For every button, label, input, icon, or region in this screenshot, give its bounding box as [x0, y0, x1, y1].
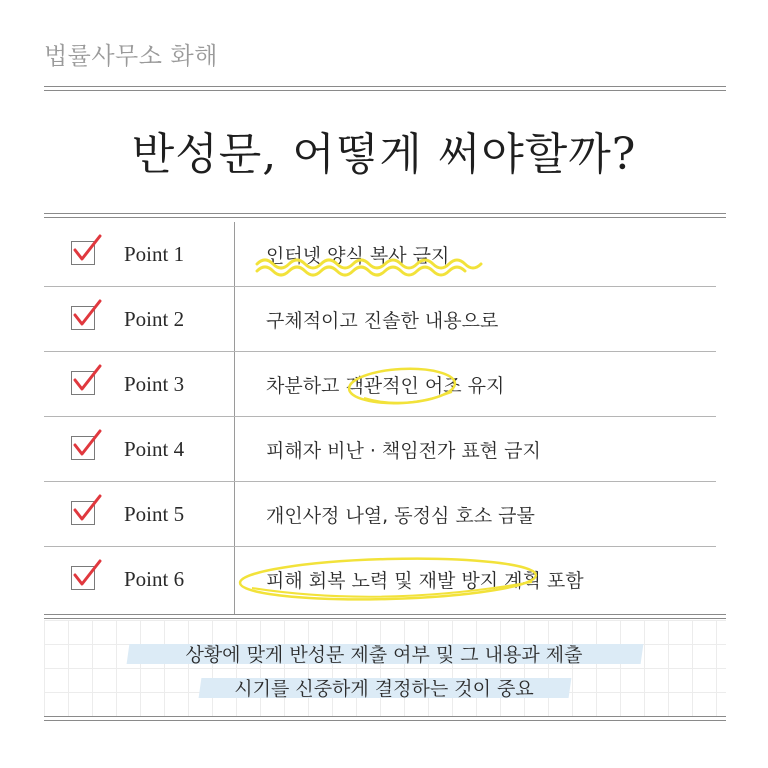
checked-checkbox-icon — [71, 371, 95, 395]
point-text: 인터넷 양식 복사 금지 — [266, 245, 450, 267]
checked-checkbox-icon — [71, 306, 95, 330]
point-label: Point 1 — [124, 242, 185, 266]
point-text: 개인사정 나열, 동정심 호소 금물 — [266, 505, 535, 527]
point-label: Point 2 — [124, 307, 185, 331]
point-text: 구체적이고 진솔한 내용으로 — [266, 310, 499, 332]
checked-checkbox-icon — [71, 501, 95, 525]
checklist-row — [44, 287, 716, 352]
checklist-row — [44, 482, 716, 547]
checklist-row — [44, 417, 716, 482]
point-text: 차분하고 객관적인 어조 유지 — [266, 375, 505, 397]
bottom-divider — [44, 716, 726, 721]
checklist-row — [44, 222, 716, 287]
summary-line-1: 상황에 맞게 반성문 제출 여부 및 그 내용과 제출 — [185, 644, 583, 666]
point-label: Point 4 — [124, 437, 185, 461]
checklist-row — [44, 352, 716, 417]
checked-checkbox-icon — [71, 566, 95, 590]
top-divider — [44, 86, 726, 91]
point-text: 피해 회복 노력 및 재발 방지 계획 포함 — [266, 570, 584, 592]
checked-checkbox-icon — [71, 241, 95, 265]
summary-line-2: 시기를 신중하게 결정하는 것이 중요 — [234, 678, 534, 700]
page-title: 반성문, 어떻게 써야할까? — [131, 129, 637, 180]
summary-grid-background — [44, 620, 726, 716]
point-label: Point 3 — [124, 372, 185, 396]
point-text: 피해자 비난 · 책임전가 표현 금지 — [266, 440, 541, 462]
table-bottom-divider — [44, 614, 726, 619]
point-label: Point 6 — [124, 567, 185, 591]
checklist-row — [44, 547, 716, 612]
checked-checkbox-icon — [71, 436, 95, 460]
brand-name: 법률사무소 화해 — [44, 42, 218, 70]
table-top-divider — [44, 213, 726, 218]
point-label: Point 5 — [124, 502, 185, 526]
checklist-table — [44, 222, 716, 614]
